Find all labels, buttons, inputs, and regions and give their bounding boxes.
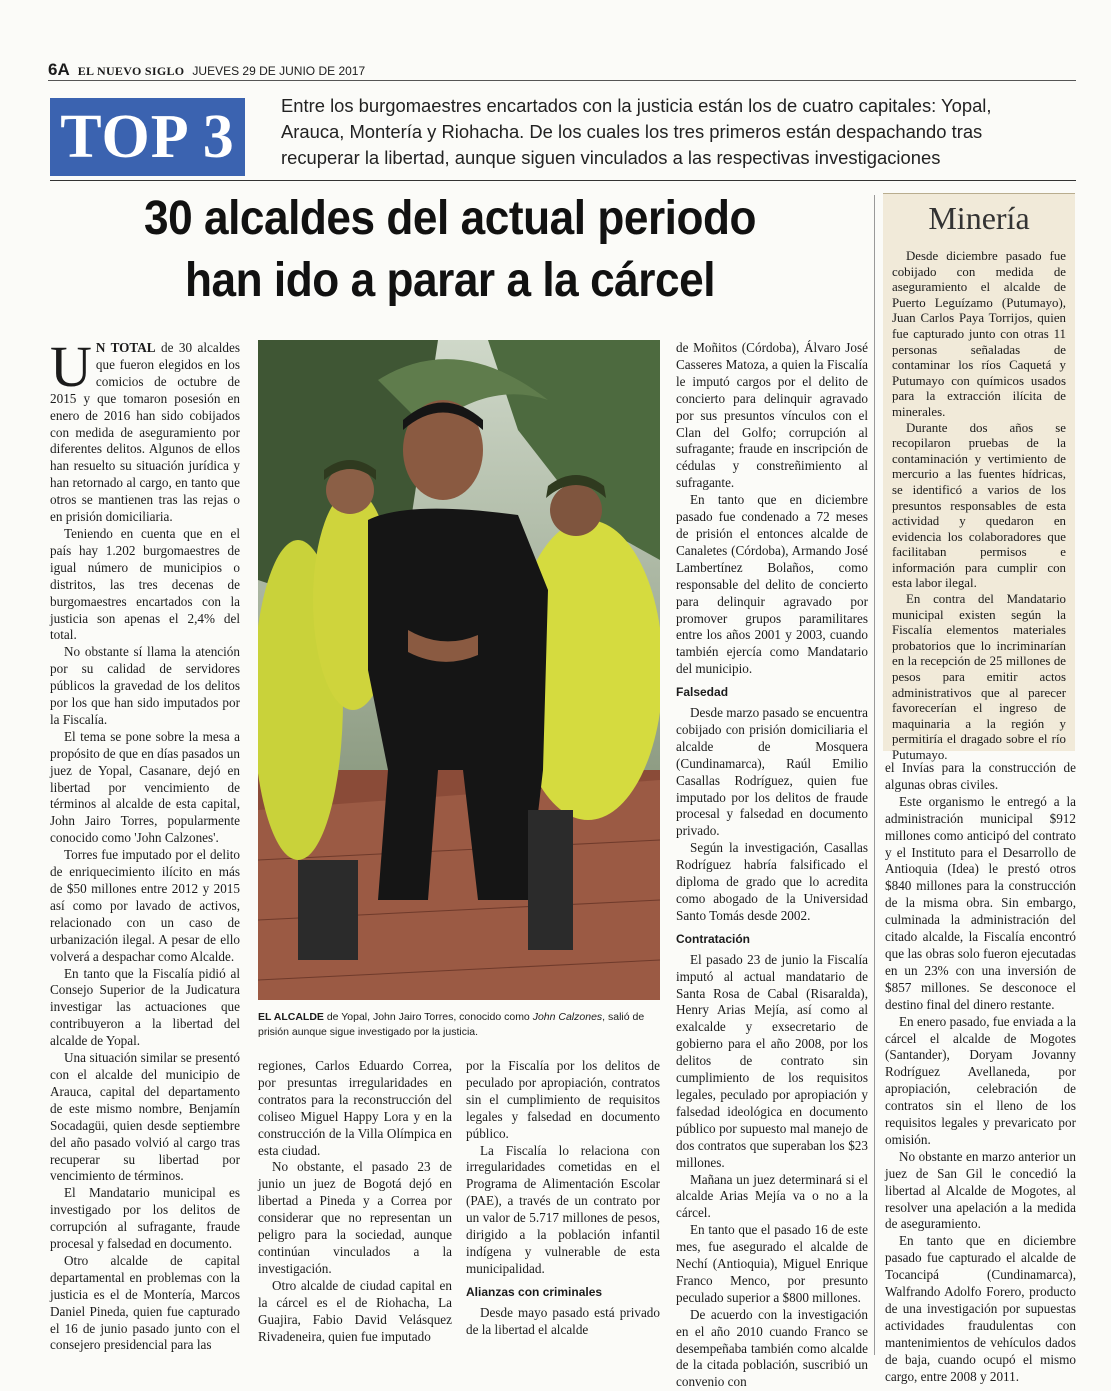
article-column-3: [466, 1058, 660, 1339]
lead-paragraph: U N TOTAL de 30 alcaldes que fueron elegidos en los comicios de octubre de 2015 y que tomaron posesión en enero de 2016 han sido cobijados con medida de aseguramiento por diferentes delitos. Algunos de ellos han resuelto su situación jurídica y han retornado al cargo, en tanto que otros se mantienen tras las rejas o en prisión domiciliaria.: [50, 334, 240, 525]
paragraph: El pasado 23 de junio la Fiscalía imputó al actual mandatario de Santa Rosa de Cabal (Risaralda), Henry Arias Mejía, así como al exalcalde y exsecretario de gobierno para el año 2008, por los delitos de contrato sin cumplimiento de los requisitos legales, peculado por apropiación y falsedad ideológica en documento público por supuesto mal manejo de dos contratos que superaban los $23 millones.: [676, 951, 868, 1170]
article-column-4: [676, 340, 868, 1391]
drop-cap: U: [50, 334, 92, 399]
paragraph: El Mandatario municipal es investigado por los delitos de corrupción al sufragante, fraude procesal y falsedad en documento.: [50, 1185, 240, 1252]
newspaper-name: EL NUEVO SIGLO: [77, 64, 185, 78]
intro-rule: [50, 180, 1076, 181]
paragraph: Una situación similar se presentó con el alcalde del municipio de Arauca, capital del departamento de este mismo nombre, Benjamín Socadagüi, quien desde septiembre del año pasado volvió al cargo tras recuperar su libertad por vencimiento de términos.: [50, 1050, 240, 1184]
top3-intro-text: Entre los burgomaestres encartados con la justicia están los de cuatro capitales: Yopal, Arauca, Montería y Riohacha. De los cuales los tres primeros están despachando tras recuperar la libertad, aunque siguen vinculados a las respectivas investigaciones: [281, 95, 992, 168]
paragraph: No obstante sí llama la atención por su calidad de servidores públicos la gravedad de los delitos por los que han sido imputados por la Fiscalía.: [50, 644, 240, 727]
top3-label: TOP 3: [50, 98, 245, 176]
paragraph: de Moñitos (Córdoba), Álvaro José Casseres Matoza, a quien la Fiscalía le imputó cargos por el delito de concierto para delinquir agravado por sus presuntos vínculos con el Clan del Golfo; corrupción al sufragante; fraude en inscripción de cédulas y constreñimiento al sufragante.: [676, 340, 868, 491]
paragraph: Teniendo en cuenta que en el país hay 1.202 burgomaestres de igual número de municipios o distritos, las tres decenas de burgomaestres encartados con la justicia son apenas el 2,4% del total.: [50, 525, 240, 643]
issue-date: JUEVES 29 DE JUNIO DE 2017: [192, 64, 366, 78]
page-header: [48, 60, 365, 80]
mineria-title: Minería: [928, 200, 1030, 236]
subheading: Alianzas con criminales: [466, 1284, 603, 1299]
paragraph: Torres fue imputado por el delito de enriquecimiento ilícito en más de $50 millones entre 2012 y 2015 así como por lavado de activos, relacionado con un caso de urbanización ilegal. A pesar de ello volverá a despachar como Alcalde.: [50, 847, 240, 964]
paragraph: Según la investigación, Casallas Rodríguez habría falsificado el diploma de grado que lo acredita como abogado de la Universidad Santo Tomás desde 2002.: [676, 840, 868, 923]
photo-caption: EL ALCALDE de Yopal, John Jairo Torres, conocido como John Calzones, salió de prisión aunque sigue investigado por la justicia.: [258, 1011, 645, 1038]
paragraph: el Invías para la construcción de algunas obras civiles.: [885, 760, 1076, 792]
paragraph: La Fiscalía lo relaciona con irregularidades cometidas en el Programa de Alimentación Escolar (PAE), a través de un contrato por un valor de 5.717 millones de pesos, dirigido a la población infantil indígena y vulnerable de esta municipalidad.: [466, 1142, 660, 1276]
paragraph: Desde diciembre pasado fue cobijado con medida de aseguramiento el alcalde de Puerto Leguízamo (Putumayo), Juan Carlos Paya Torrijos, quien fue capturado junto con otras 11 personas señaladas de contaminar los ríos Caquetá y Putumayo con químicos usados para la extracción ilícita de minerales.: [892, 249, 1066, 419]
paragraph: En enero pasado, fue enviada a la cárcel el alcalde de Mogotes (Santander), Doryam Jovanny Rodríguez Avellaneda, por apropiación, celebración de contratos sin el lleno de los requisitos legales y prevaricato por omisión.: [885, 1013, 1076, 1147]
paragraph: Desde marzo pasado se encuentra cobijado con prisión domiciliaria el alcalde de Mosquera (Cundinamarca), Raúl Emilio Casallas Rodríguez, quien fue imputado por los delitos de fraude procesal y falsedad en documento privado.: [676, 705, 868, 839]
paragraph: Este organismo le entregó a la administración municipal $912 millones como anticipó del contrato y el Instituto para el Desarrollo de Antioquia (Idea) le prestó otros $840 millones para la construcción de la misma obra. Sin embargo, culminada la administración del citado alcalde, la Fiscalía encontró que las obras solo fueron ejecutadas en un 23% con una inversión de $857 millones. Se desconoce el destino final del dinero restante.: [885, 793, 1076, 1012]
paragraph: En tanto que en diciembre pasado fue condenado a 72 meses de prisión el entonces alcalde de Canaletes (Córdoba), Armando José Lambertínez Bolaños, como responsable del delito de concierto para delinquir agravado por promover grupos paramilitares entre los años 2001 y 2003, cuando también ejercía como Mandatario del municipio.: [676, 492, 868, 677]
paragraph: Durante dos años se recopilaron pruebas de la contaminación y vertimiento de mercurio a las fuentes hídricas, se identificó a varios de los presuntos responsables de esta actividad y quedaron en evidencia los colaboradores que facilitaban permisos e información para cumplir con esta labor ilegal.: [892, 420, 1066, 591]
paragraph: No obstante en marzo anterior un juez de San Gil le concedió la libertad al Alcalde de Mogotes, al resolver una apelación a la medida de aseguramiento.: [885, 1148, 1076, 1232]
paragraph: Mañana un juez determinará si el alcalde Arias Mejía va o no a la cárcel.: [676, 1171, 868, 1221]
paragraph: En tanto que el pasado 16 de este mes, fue asegurado el alcalde de Nechí (Antioquia), Miguel Enrique Franco Menco, por presunto peculado superior a $800 millones.: [676, 1222, 868, 1305]
article-column-5: [885, 760, 1076, 1386]
paragraph: En tanto que en diciembre pasado fue capturado el alcalde de Tocancipá (Cundinamarca), Walfrando Adolfo Forero, producto de una investigación por supuestas actividades fraudulentas con mantenimientos de vehículos dados de baja, cuando ocupó el mismo cargo, entre 2008 y 2011.: [885, 1233, 1076, 1384]
paragraph: Desde mayo pasado está privado de la libertad el alcalde: [466, 1304, 660, 1337]
header-rule: [48, 80, 1076, 81]
paragraph: regiones, Carlos Eduardo Correa, por presuntas irregularidades en contratos para la reconstrucción del coliseo Miguel Happy Lora y en la construcción de la Villa Olímpica en esta ciudad.: [258, 1058, 452, 1158]
lead-bold: N TOTAL: [95, 340, 156, 355]
paragraph: En tanto que la Fiscalía pidió al Consejo Superior de la Judicatura investigar las actuaciones que contribuyeron a la libertad del alcalde de Yopal.: [50, 965, 240, 1049]
paragraph: De acuerdo con la investigación en el año 2010 cuando Franco se desempeñaba también como alcalde de la citada población, suscribió un convenio con: [676, 1306, 868, 1390]
paragraph: No obstante, el pasado 23 de junio un juez de Bogotá dejó en libertad a Pineda y a Correa por considerar que no representan un peligro para la sociedad, aunque continúan vinculados a la investigación.: [258, 1159, 452, 1276]
paragraph: El tema se pone sobre la mesa a propósito de que en días pasados un juez de Yopal, Casanare, dejó en libertad por vencimiento de términos al alcalde de esta capital, John Jairo Torres, popularmente conocido como 'John Calzones'.: [50, 728, 240, 846]
subheading: Contratación: [676, 931, 751, 946]
photo-illustration: [258, 340, 660, 1000]
paragraph: Otro alcalde de ciudad capital en la cárcel es el de Riohacha, La Guajira, Fabio David Velásquez Rivadeneira, quien fue imputado: [258, 1277, 452, 1344]
headline: [82, 188, 818, 312]
page-number: 6A: [48, 60, 70, 79]
paragraph: por la Fiscalía por los delitos de peculado por apropiación, contratos sin el cumplimiento de requisitos legales y falsedad en documento público.: [466, 1058, 660, 1141]
mineria-body: [883, 249, 1075, 764]
paragraph: En contra del Mandatario municipal existen según la Fiscalía elementos materiales probatorios que lo incriminarían en la recepción de 25 millones de pesos para emitir actos administrativos que al parecer favorecerían el ingreso de maquinaria a la región y permitiría el dragado sobre el río Putumayo.: [892, 592, 1066, 762]
photo-alcalde-yopal: [258, 340, 660, 1000]
column-divider: [874, 195, 875, 1355]
headline-line1: 30 alcaldes del actual periodo: [143, 192, 757, 245]
headline-line2: han ido a parar a la cárcel: [184, 254, 716, 307]
paragraph: Otro alcalde de capital departamental en problemas con la justicia es el de Montería, Marcos Daniel Pineda, quien fue capturado el 16 de junio pasado junto con el consejero presidencial para las: [50, 1252, 240, 1353]
mineria-sidebar: [883, 193, 1075, 762]
subheading: Falsedad: [676, 685, 729, 700]
article-column-1: [50, 334, 240, 1354]
article-column-2: [258, 1058, 452, 1345]
